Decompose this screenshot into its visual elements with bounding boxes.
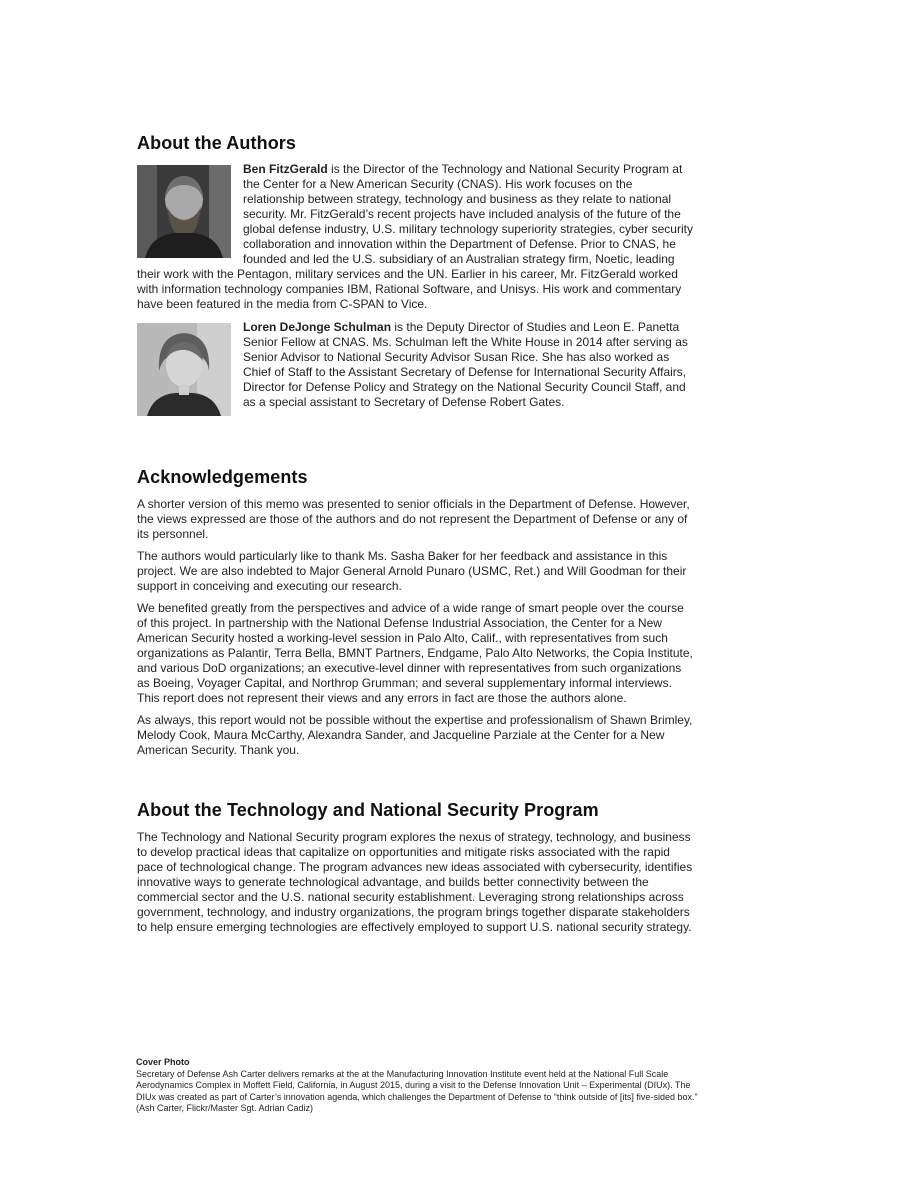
author-photo-fitzgerald xyxy=(137,165,231,258)
cover-photo-title: Cover Photo xyxy=(136,1057,190,1067)
author-bio-schulman: Loren DeJonge Schulman is the Deputy Director of Studies and Leon E. Panetta Senior Fellow at CNAS. Ms. Schulman left the White House in 2014 after serving as Senior Advisor to National Security Advisor Susan Rice. She has also worked as Chief of Staff to the Assistant Secretary of Defense for International Security Affairs, Director for Defense Policy and Strategy on the National Security Council Staff, and as a special assistant to Secretary of Defense Robert Gates. xyxy=(243,320,688,409)
acknowledgements-paragraph: The authors would particularly like to thank Ms. Sasha Baker for her feedback and assistance in this project. We are also indebted to Major General Arnold Punaro (USMC, Ret.) and Will Goodman for their support in conceiving and executing our research. xyxy=(137,549,687,593)
cover-photo-caption-block xyxy=(136,1057,706,1115)
author-name-fitzgerald: Ben FitzGerald xyxy=(243,162,328,176)
program-description: The Technology and National Security program explores the nexus of strategy, technology, and business to develop practical ideas that capitalize on opportunities and mitigate risks associated with the rapid pace of technological change. The program advances new ideas associated with cybersecurity, identifies innovative ways to generate technological advantage, and builds better connectivity between the commercial sector and the U.S. national security establishment. Leveraging strong relationships across government, technology, and industry organizations, the program brings together disparate stakeholders to help ensure emerging technologies are effectively employed to support U.S. national security strategy. xyxy=(137,830,693,934)
author-photo-schulman xyxy=(137,323,231,416)
author-name-schulman: Loren DeJonge Schulman xyxy=(243,320,392,334)
cover-photo-credit: (Ash Carter, Flickr/Master Sgt. Adrian Cadiz) xyxy=(136,1103,314,1113)
acknowledgements-paragraph: A shorter version of this memo was presented to senior officials in the Department of Defense. However, the views expressed are those of the authors and do not represent the Department of Defense or any of its personnel. xyxy=(137,497,690,541)
acknowledgements-section xyxy=(137,467,697,758)
about-the-authors-section xyxy=(137,133,697,420)
acknowledgements-heading: Acknowledgements xyxy=(137,467,308,487)
author-ben-fitzgerald xyxy=(137,162,697,312)
acknowledgements-paragraph: We benefited greatly from the perspectives and advice of a wide range of smart people over the course of this project. In partnership with the National Defense Industrial Association, the Center for a New American Security hosted a working-level session in Palo Alto, Calif., with representatives from such organizations as Palantir, Terra Bella, BMNT Partners, Endgame, Palo Alto Networks, the Copia Institute, and various DoD organizations; an executive-level dinner with representatives from such organizations as Boeing, Voyager Capital, and Northrop Grumman; and several supplementary informal interviews. This report does not represent their views and any errors in fact are those the authors alone. xyxy=(137,601,693,705)
author-loren-schulman xyxy=(137,320,697,420)
program-section xyxy=(137,800,697,935)
acknowledgements-paragraph: As always, this report would not be possible without the expertise and professionalism of Shawn Brimley, Melody Cook, Maura McCarthy, Alexandra Sander, and Jacqueline Parziale at the Center for a New American Security. Thank you. xyxy=(137,713,693,757)
author-bio-fitzgerald: Ben FitzGerald is the Director of the Technology and National Security Program at the Center for a New American Security (CNAS). His work focuses on the relationship between strategy, technology and business as they relate to national security. Mr. FitzGerald’s recent projects have included analysis of the future of the global defense industry, U.S. military technology superiority strategies, cyber security collaboration and innovation within the Department of Defense. Prior to CNAS, he founded and led the U.S. subsidiary of an Australian strategy firm, Noetic, leading their work with the Pentagon, military services and the UN. Earlier in his career, Mr. FitzGerald worked with information technology companies IBM, Rational Software, and Unisys. His work and commentary have been featured in the media from C-SPAN to Vice. xyxy=(137,162,693,311)
cover-photo-caption: Secretary of Defense Ash Carter delivers remarks at the at the Manufacturing Innovation Institute event held at the National Full Scale Aerodynamics Complex in Moffett Field, California, in August 2015, during a visit to the Defense Innovation Unit – Experimental (DIUx). The DIUx was created as part of Carter’s innovation agenda, which challenges the Department of Defense to “think outside of [its] five-sided box.” xyxy=(136,1068,698,1102)
program-heading: About the Technology and National Security Program xyxy=(137,800,599,820)
authors-heading: About the Authors xyxy=(137,133,297,153)
